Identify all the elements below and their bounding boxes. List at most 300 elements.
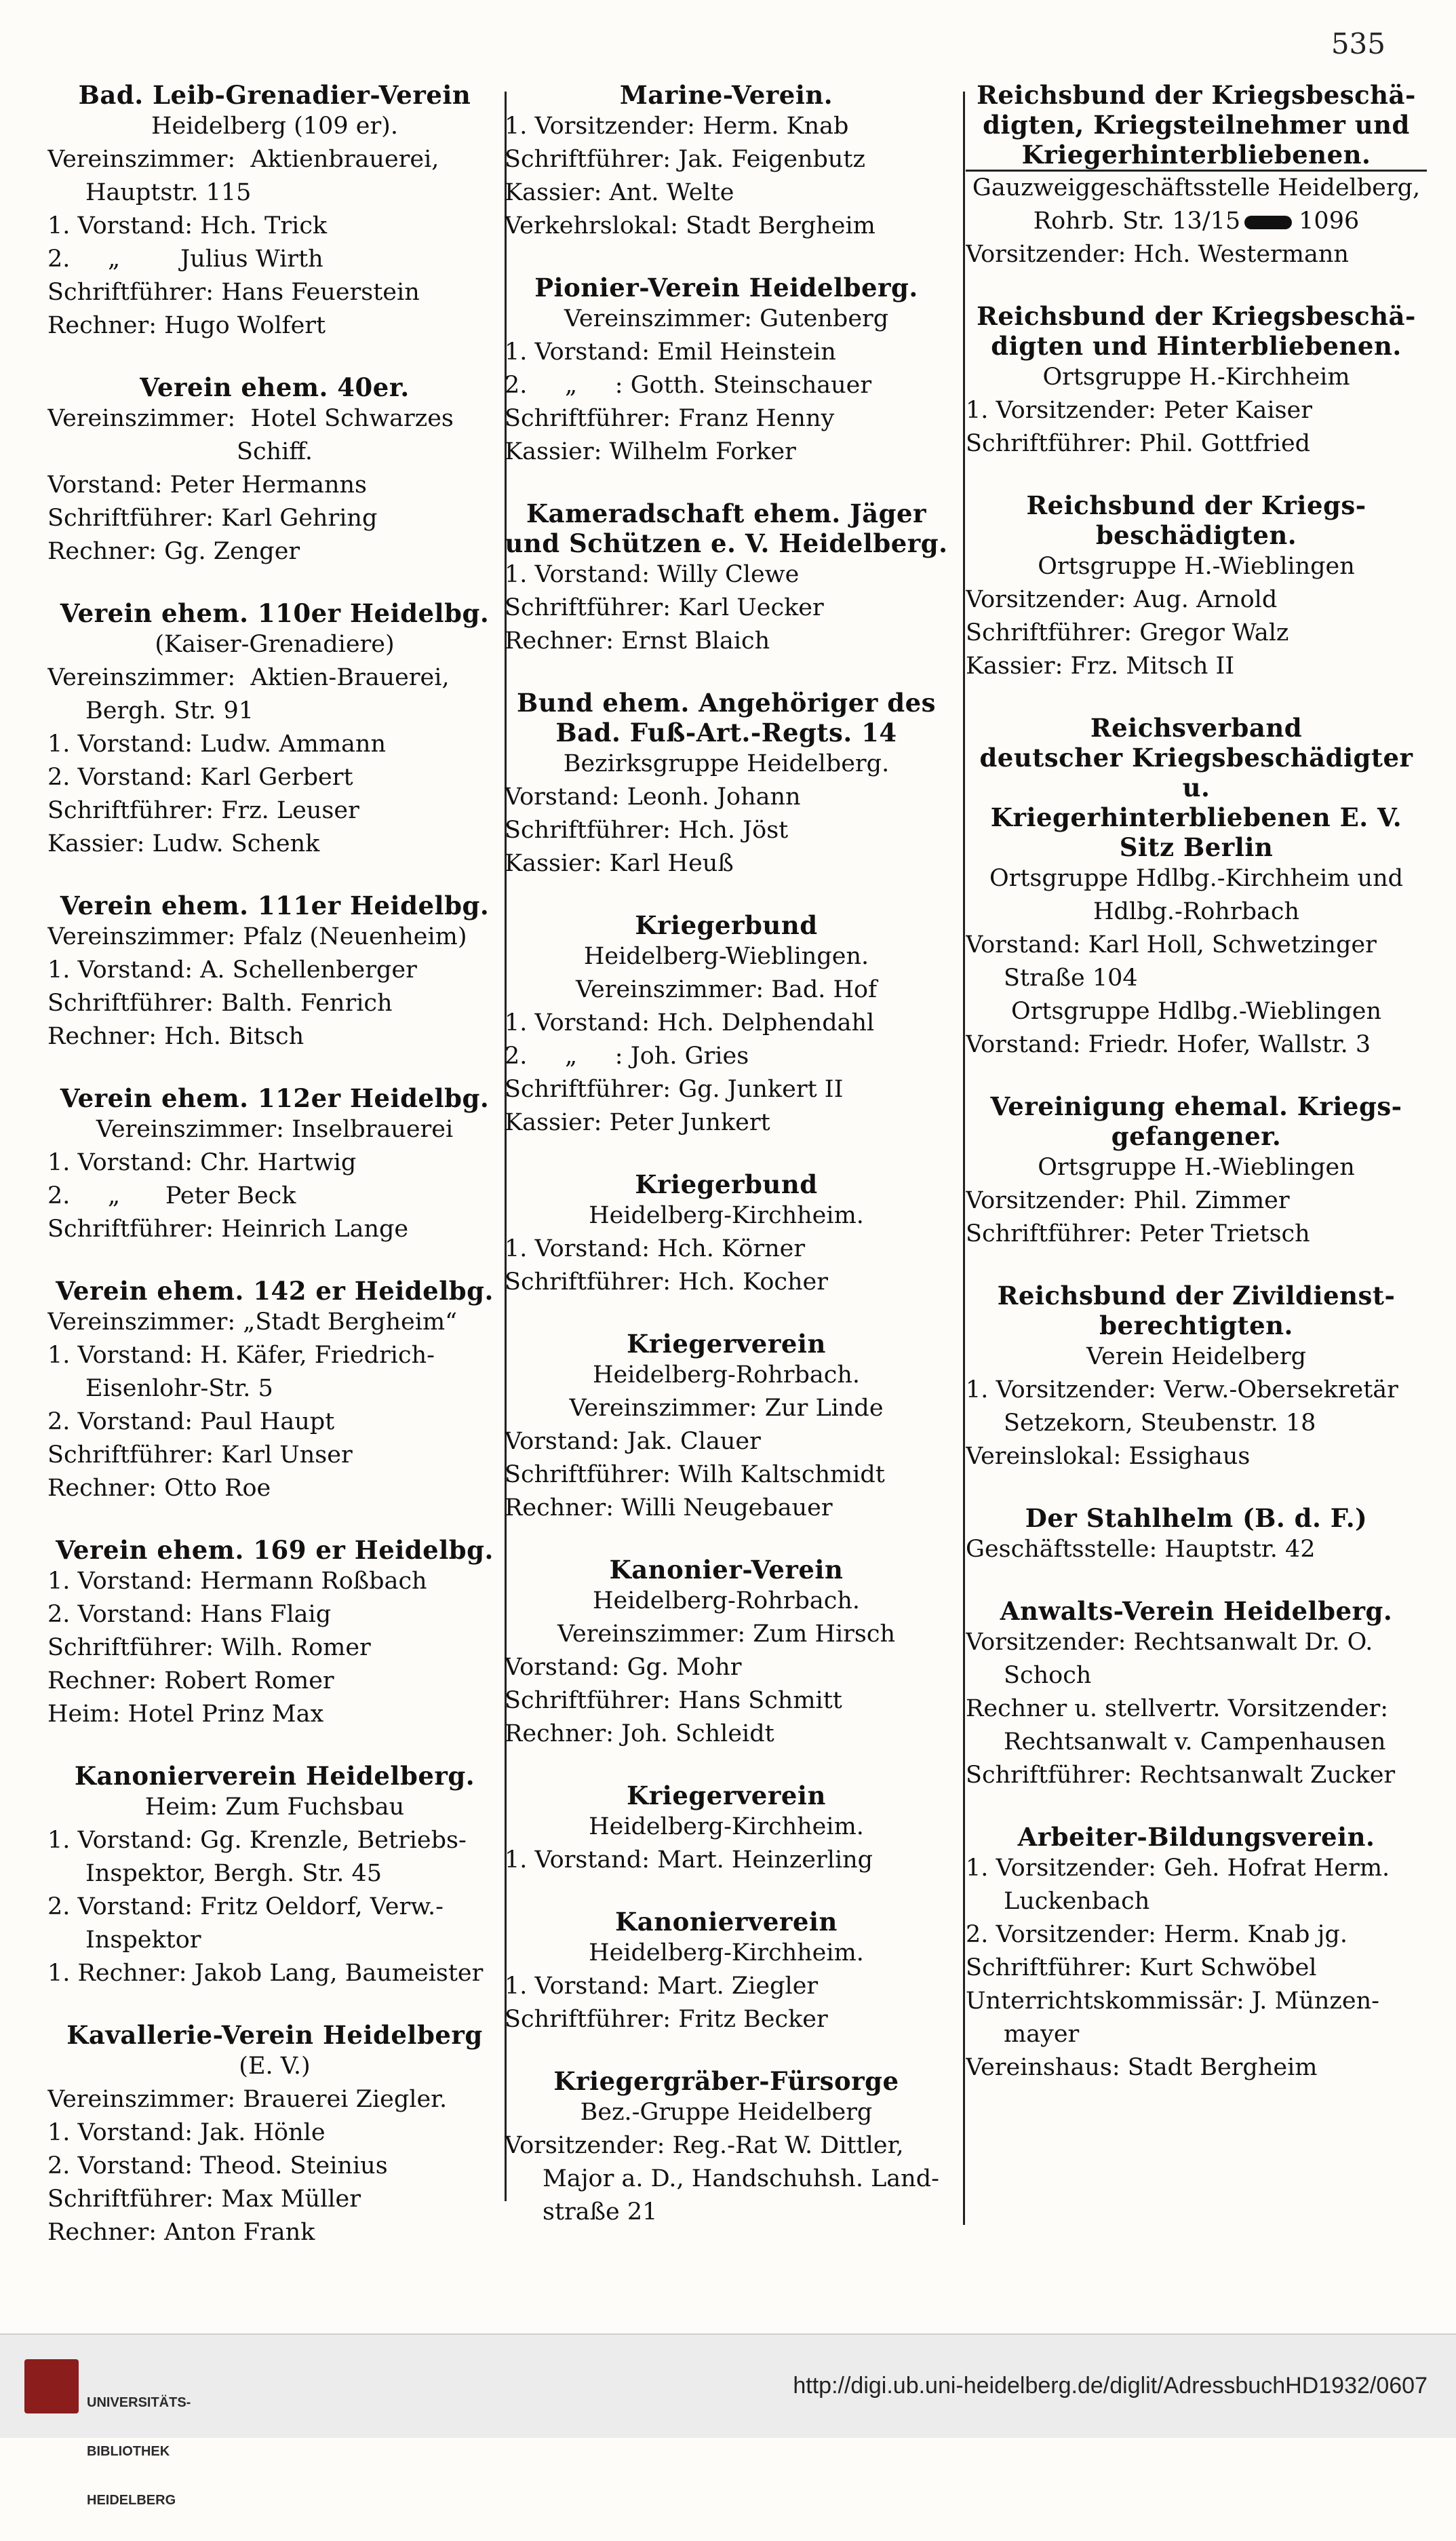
entry-line-text: Major a. D., Handschuhsh. Land- — [543, 2165, 939, 2192]
entry-line-text: Heidelberg-Rohrbach. — [592, 1587, 861, 1614]
entry-line — [47, 661, 502, 695]
directory-entry — [505, 1907, 948, 2036]
entry-line — [505, 847, 948, 880]
entry-line-text: 1. Vorstand: Hermann Roßbach — [47, 1568, 427, 1595]
entry-line-text: Rechner: Gg. Zenger — [47, 538, 300, 565]
entry-line-text: 2. „ : Gotth. Steinschauer — [505, 372, 872, 399]
entry-line — [966, 361, 1427, 394]
entry-title: Reichsbund der Kriegsbeschä- — [977, 301, 1416, 331]
entry-line — [47, 628, 502, 661]
entry-line-text: 1. Vorstand: Emil Heinstein — [505, 338, 836, 366]
entry-line — [966, 895, 1427, 929]
entry-line — [47, 794, 502, 828]
entry-line-text: Schriftführer: Gregor Walz — [966, 619, 1289, 646]
entry-line — [505, 1233, 948, 1266]
entry-line-text: Schriftführer: Kurt Schwöbel — [966, 1954, 1317, 1981]
entry-title: deutscher Kriegsbeschädigter u. — [979, 743, 1413, 802]
source-url-link[interactable]: http://digi.ub.uni-heidelberg.de/diglit/AdressbuchHD1932/0607 — [793, 2373, 1428, 2399]
entry-line — [47, 502, 502, 535]
entry-line-text: 1. Vorstand: Hch. Delphendahl — [505, 1009, 875, 1036]
entry-title: Kriegerverein — [627, 1329, 826, 1359]
entry-line-text: Schriftführer: Max Müller — [47, 2186, 361, 2213]
entry-line-text: 1. Vorsitzender: Herm. Knab — [505, 113, 849, 140]
entry-line — [47, 920, 502, 954]
entry-line — [966, 2051, 1427, 2084]
entry-line-text: 1. Vorstand: Gg. Krenzle, Betriebs- — [47, 1827, 467, 1854]
entry-line-text: Eisenlohr-Str. 5 — [85, 1375, 273, 1402]
entry-title: digten und Hinterbliebenen. — [991, 331, 1402, 361]
entry-line — [47, 210, 502, 243]
entry-line — [966, 1852, 1427, 1885]
entry-line-text: 1. Rechner: Jakob Lang, Baumeister — [47, 1960, 484, 1987]
entry-line — [505, 336, 948, 369]
entry-line — [47, 1598, 502, 1631]
entry-line — [505, 748, 948, 781]
entry-line-text: Unterrichtskommissär: J. Münzen- — [966, 1987, 1379, 2015]
entry-line-text: Vereinszimmer: Hotel Schwarzes — [47, 405, 454, 432]
entry-line — [966, 172, 1427, 205]
entry-line-text: Kassier: Wilhelm Forker — [505, 438, 796, 465]
entry-line — [505, 1073, 948, 1106]
entry-title: Pionier-Verein Heidelberg. — [534, 273, 918, 303]
entry-line-text: 2. Vorsitzender: Herm. Knab jg. — [966, 1921, 1347, 1948]
entry-line-text: Schriftführer: Hans Schmitt — [505, 1687, 842, 1714]
entry-title: Kriegerhinterbliebenen. — [966, 140, 1427, 172]
entry-line — [966, 205, 1427, 238]
entry-line — [47, 1472, 502, 1505]
entry-line-text: mayer — [1004, 2021, 1080, 2048]
entry-line — [966, 550, 1427, 583]
entry-line-text: 1. Vorstand: Hch. Körner — [505, 1235, 806, 1262]
entry-line-text: Ortsgruppe Hdlbg.-Kirchheim und — [989, 865, 1404, 892]
entry-line — [505, 402, 948, 435]
directory-entry — [47, 2020, 502, 2249]
entry-line — [966, 1218, 1427, 1251]
entry-line-text: Setzekorn, Steubenstr. 18 — [1004, 1410, 1316, 1437]
entry-line-text: Kassier: Peter Junkert — [505, 1109, 770, 1136]
entry-line-text: 1. Vorsitzender: Peter Kaiser — [966, 397, 1313, 424]
entry-title: Kriegerbund — [635, 1169, 818, 1199]
entry-title: Sitz Berlin — [1119, 832, 1274, 862]
entry-line-text: 1. Vorstand: Chr. Hartwig — [47, 1149, 357, 1176]
entry-line — [47, 1306, 502, 1339]
entry-line — [505, 940, 948, 973]
entry-title: Bad. Fuß-Art.-Regts. 14 — [555, 718, 897, 748]
directory-entry — [47, 372, 502, 568]
entry-line — [505, 176, 948, 210]
entry-line-text: Schriftführer: Karl Uecker — [505, 594, 824, 621]
column-left — [47, 80, 502, 2279]
page-number: 535 — [1331, 27, 1385, 60]
entry-line-text: Vereinszimmer: Brauerei Ziegler. — [47, 2086, 448, 2113]
entry-line — [505, 110, 948, 143]
directory-entry — [966, 1822, 1427, 2084]
entry-line-text: Rechner: Joh. Schleidt — [505, 1720, 774, 1747]
entry-line — [47, 435, 502, 469]
entry-line — [505, 625, 948, 658]
entry-line-text: Rechtsanwalt v. Campenhausen — [1004, 1728, 1386, 1756]
entry-line-text: Vorstand: Friedr. Hofer, Wallstr. 3 — [966, 1031, 1371, 1058]
entry-line-text: Schriftführer: Karl Unser — [47, 1441, 353, 1469]
entry-line-text: Geschäftsstelle: Hauptstr. 42 — [966, 1536, 1316, 1563]
entry-line — [505, 973, 948, 1007]
entry-line-text: Vorstand: Karl Holl, Schwetzinger — [966, 931, 1377, 958]
entry-line — [966, 238, 1427, 271]
entry-title: Reichsbund der Kriegsbeschä- — [977, 80, 1416, 110]
entry-line — [966, 1028, 1427, 1062]
entry-line — [47, 2216, 502, 2249]
entry-line — [47, 1146, 502, 1180]
entry-line — [505, 781, 948, 814]
directory-entry — [505, 273, 948, 469]
entry-title: Bad. Leib-Grenadier-Verein — [78, 80, 471, 110]
directory-entry — [505, 1781, 948, 1877]
entry-line — [966, 1952, 1427, 1985]
entry-line-text: 1. Vorsitzender: Geh. Hofrat Herm. — [966, 1855, 1390, 1882]
entry-title: Reichsbund der Zivildienst- — [997, 1281, 1396, 1311]
entry-line-text: Schriftführer: Rechtsanwalt Zucker — [966, 1762, 1396, 1789]
entry-line-text: 2. Vorstand: Hans Flaig — [47, 1601, 332, 1628]
entry-line-text: 1. Vorsitzender: Verw.-Obersekretär — [966, 1376, 1398, 1403]
entry-line-text: Ortsgruppe Hdlbg.-Wieblingen — [1010, 998, 1381, 1025]
entry-line — [966, 995, 1427, 1028]
entry-line — [505, 1585, 948, 1618]
entry-line — [966, 583, 1427, 617]
entry-line-text: Rechner: Hch. Bitsch — [47, 1023, 304, 1050]
entry-line-text: straße 21 — [543, 2198, 658, 2226]
entry-line — [505, 2162, 948, 2196]
footer-bar — [0, 2333, 1456, 2508]
entry-line — [966, 1626, 1427, 1659]
entry-line-text: 2. Vorstand: Fritz Oeldorf, Verw.- — [47, 1893, 444, 1920]
entry-line-text: Kassier: Frz. Mitsch II — [966, 653, 1235, 680]
entry-line-text: Kassier: Ant. Welte — [505, 179, 734, 206]
entry-line — [47, 1339, 502, 1372]
entry-line — [505, 2003, 948, 2036]
entry-line — [47, 2183, 502, 2216]
entry-title: Kriegerbund — [635, 910, 818, 940]
entry-line-text: 2. Vorstand: Theod. Steinius — [47, 2152, 388, 2179]
entry-title: Verein ehem. 142 er Heidelbg. — [56, 1276, 494, 1306]
entry-line — [47, 309, 502, 343]
entry-line-text: Vorsitzender: Aug. Arnold — [966, 586, 1278, 613]
entry-line-text: Schriftführer: Phil. Gottfried — [966, 430, 1311, 457]
entry-line — [47, 828, 502, 861]
directory-entry — [505, 1329, 948, 1525]
entry-line — [47, 1439, 502, 1472]
directory-entry — [966, 301, 1427, 461]
directory-entry — [47, 891, 502, 1053]
entry-line — [47, 1665, 502, 1698]
entry-line-text: 2. Vorstand: Paul Haupt — [47, 1408, 335, 1435]
telephone-icon — [1244, 216, 1292, 229]
entry-line — [966, 1340, 1427, 1374]
entry-line-text: 1. Vorstand: Willy Clewe — [505, 561, 800, 588]
entry-line-text: Vereinszimmer: Pfalz (Neuenheim) — [47, 923, 467, 950]
entry-title: Vereinigung ehemal. Kriegs- — [990, 1091, 1402, 1121]
entry-line — [47, 2083, 502, 2116]
directory-entry — [47, 598, 502, 861]
entry-line-text: Vorstand: Gg. Mohr — [505, 1654, 742, 1681]
directory-entry — [966, 713, 1427, 1062]
entry-line-text: 1. Vorstand: Mart. Ziegler — [505, 1973, 819, 2000]
entry-line — [966, 617, 1427, 650]
entry-line — [505, 303, 948, 336]
entry-line — [505, 435, 948, 469]
entry-title: Kanonier-Verein — [609, 1555, 844, 1585]
entry-title: Kanonierverein Heidelberg. — [74, 1761, 475, 1791]
entry-line-text: 2. „ Peter Beck — [47, 1182, 296, 1209]
entry-title: gefangener. — [1111, 1121, 1282, 1151]
entry-line — [966, 1533, 1427, 1566]
directory-entry — [966, 490, 1427, 683]
entry-line — [47, 1180, 502, 1213]
entry-line-text: Schriftführer: Heinrich Lange — [47, 1216, 409, 1243]
entry-title: Kavallerie-Verein Heidelberg — [66, 2020, 483, 2050]
entry-line — [505, 1492, 948, 1525]
entry-line — [47, 1113, 502, 1146]
entry-title: Kameradschaft ehem. Jäger — [526, 499, 927, 528]
entry-line — [966, 1659, 1427, 1692]
entry-line-text: (E. V.) — [239, 2053, 311, 2080]
entry-line — [505, 1425, 948, 1458]
entry-line-text: Heidelberg-Kirchheim. — [589, 1939, 864, 1966]
entry-line-text: Rechner u. stellvertr. Vorsitzender: — [966, 1695, 1389, 1722]
entry-line-text: Ortsgruppe H.-Wieblingen — [1038, 1154, 1355, 1181]
entry-title: beschädigten. — [1095, 520, 1297, 550]
entry-line-text: Rechner: Willi Neugebauer — [505, 1494, 833, 1521]
directory-entry — [966, 1503, 1427, 1566]
entry-line-text: Schriftführer: Peter Trietsch — [966, 1220, 1310, 1247]
entry-line — [47, 1890, 502, 1924]
entry-title: und Schützen e. V. Heidelberg. — [505, 528, 948, 558]
entry-line — [47, 1791, 502, 1824]
entry-line-text: Verkehrslokal: Stadt Bergheim — [505, 212, 875, 239]
column-middle — [505, 80, 948, 2259]
entry-line-text: Schriftführer: Karl Gehring — [47, 505, 378, 532]
entry-line-text: Rechner: Hugo Wolfert — [47, 312, 326, 339]
entry-line-text: (Kaiser-Grenadiere) — [155, 631, 395, 658]
entry-title: digten, Kriegsteilnehmer und — [983, 110, 1410, 140]
entry-line — [47, 2150, 502, 2183]
entry-line — [47, 1824, 502, 1857]
entry-line-text: Gauzweiggeschäftsstelle Heidelberg, — [972, 174, 1421, 201]
entry-line-text: Vorstand: Jak. Clauer — [505, 1428, 761, 1455]
entry-line — [47, 276, 502, 309]
entry-title: Marine-Verein. — [619, 80, 833, 110]
entry-line-text: Heim: Zum Fuchsbau — [144, 1793, 405, 1821]
directory-entry — [505, 80, 948, 243]
entry-title: Reichsbund der Kriegs- — [1026, 490, 1366, 520]
directory-entry — [505, 1555, 948, 1751]
entry-line-text: 1. Vorstand: Ludw. Ammann — [47, 731, 386, 758]
entry-line-text: Vereinszimmer: Zum Hirsch — [557, 1621, 895, 1648]
entry-line — [47, 2116, 502, 2150]
entry-line-text: Schriftführer: Wilh. Romer — [47, 1634, 371, 1661]
entry-line — [505, 1810, 948, 1844]
directory-entry — [505, 688, 948, 880]
entry-line-text: Verein Heidelberg — [1086, 1343, 1307, 1370]
library-logo-icon — [24, 2359, 79, 2413]
entry-line-text: Rechner: Anton Frank — [47, 2219, 315, 2246]
entry-line-text: Heidelberg-Wieblingen. — [583, 943, 869, 970]
entry-line-text: Vorsitzender: Rechtsanwalt Dr. O. — [966, 1629, 1373, 1656]
entry-line — [47, 1957, 502, 1990]
entry-line — [505, 2129, 948, 2162]
directory-entry — [47, 1535, 502, 1731]
entry-line — [966, 427, 1427, 461]
entry-line-text: Vorstand: Peter Hermanns — [47, 471, 368, 499]
entry-title: Kanonierverein — [615, 1907, 838, 1937]
entry-line-text: Rechner: Otto Roe — [47, 1475, 271, 1502]
entry-line-text: Bergh. Str. 91 — [85, 697, 254, 724]
entry-line-text: 1. Vorstand: Mart. Heinzerling — [505, 1846, 873, 1874]
directory-entry — [47, 80, 502, 343]
column-rule-right — [963, 92, 965, 2225]
entry-title: Reichsverband — [1090, 713, 1303, 743]
entry-title: Arbeiter-Bildungsverein. — [1017, 1822, 1375, 1852]
directory-entry — [505, 499, 948, 658]
entry-line — [966, 1726, 1427, 1759]
entry-line — [505, 814, 948, 847]
entry-line-text: Schriftführer: Gg. Junkert II — [505, 1076, 844, 1103]
entry-line — [966, 929, 1427, 962]
entry-line-text: Vereinszimmer: „Stadt Bergheim“ — [47, 1308, 458, 1336]
entry-line — [966, 1885, 1427, 1918]
library-logo-text: UNIVERSITÄTS- BIBLIOTHEK HEIDELBERG — [87, 2395, 191, 2508]
column-right — [966, 80, 1427, 2114]
entry-line — [47, 1631, 502, 1665]
entry-line-text: Kassier: Ludw. Schenk — [47, 830, 320, 857]
entry-line — [505, 1970, 948, 2003]
entry-line-text: Vereinszimmer: Bad. Hof — [575, 976, 878, 1003]
entry-title: Verein ehem. 40er. — [140, 372, 410, 402]
entry-line-text: Schriftführer: Frz. Leuser — [47, 797, 359, 824]
entry-line — [966, 1692, 1427, 1726]
entry-line — [505, 1392, 948, 1425]
entry-line-text: Rechner: Ernst Blaich — [505, 627, 770, 655]
entry-line — [47, 402, 502, 435]
entry-line — [505, 591, 948, 625]
directory-entry — [966, 1091, 1427, 1251]
directory-entry — [966, 1281, 1427, 1473]
entry-line — [505, 1937, 948, 1970]
entry-line — [505, 1458, 948, 1492]
entry-line-text: Vorsitzender: Reg.-Rat W. Dittler, — [505, 2132, 904, 2159]
entry-line-text: Inspektor — [85, 1926, 201, 1954]
entry-line-text: Schriftführer: Hch. Kocher — [505, 1268, 828, 1296]
entry-title: Kriegerverein — [627, 1781, 826, 1810]
entry-line — [966, 962, 1427, 995]
entry-line — [47, 1698, 502, 1731]
entry-line-text: 2. „ : Joh. Gries — [505, 1043, 749, 1070]
entry-line — [505, 2096, 948, 2129]
entry-line-text: Vorstand: Leonh. Johann — [505, 783, 801, 811]
entry-line — [47, 987, 502, 1020]
entry-line-text: 2. Vorstand: Karl Gerbert — [47, 764, 353, 791]
entry-line-text: Schriftführer: Balth. Fenrich — [47, 990, 393, 1017]
entry-line — [47, 243, 502, 276]
entry-line — [505, 1266, 948, 1299]
entry-line-text: Schriftführer: Jak. Feigenbutz — [505, 146, 865, 173]
entry-line-text: Vorsitzender: Phil. Zimmer — [966, 1187, 1290, 1214]
entry-line-text: Schriftführer: Fritz Becker — [505, 2006, 828, 2033]
entry-line — [505, 1199, 948, 1233]
entry-line — [505, 1007, 948, 1040]
entry-line — [47, 535, 502, 568]
entry-line-text: 1. Vorstand: A. Schellenberger — [47, 956, 417, 984]
entry-line-text: Hauptstr. 115 — [85, 179, 252, 206]
entry-line-text: Hdlbg.-Rohrbach — [1093, 898, 1299, 925]
entry-line-text: Heidelberg (109 er). — [151, 113, 398, 140]
entry-line — [966, 1407, 1427, 1440]
entry-line — [47, 110, 502, 143]
entry-line — [47, 1565, 502, 1598]
entry-line-text: Schriftführer: Hans Feuerstein — [47, 279, 420, 306]
entry-line — [966, 650, 1427, 683]
entry-line — [966, 862, 1427, 895]
directory-entry — [505, 1169, 948, 1299]
entry-line — [505, 1718, 948, 1751]
entry-line — [505, 210, 948, 243]
entry-title: Anwalts-Verein Heidelberg. — [1000, 1596, 1393, 1626]
entry-line — [505, 1040, 948, 1073]
entry-line — [505, 558, 948, 591]
entry-line — [505, 2196, 948, 2229]
entry-line-text: Schriftführer: Hch. Jöst — [505, 817, 789, 844]
entry-line — [47, 1372, 502, 1405]
entry-line-text: Inspektor, Bergh. Str. 45 — [85, 1860, 382, 1887]
entry-line — [47, 954, 502, 987]
entry-line — [47, 695, 502, 728]
entry-line — [505, 143, 948, 176]
entry-line — [47, 469, 502, 502]
entry-line — [505, 1359, 948, 1392]
entry-line — [47, 176, 502, 210]
entry-line-text: Ortsgruppe H.-Kirchheim — [1042, 364, 1350, 391]
entry-line — [47, 143, 502, 176]
entry-line — [966, 1985, 1427, 2018]
entry-title: Bund ehem. Angehöriger des — [517, 688, 936, 718]
entry-line — [505, 1106, 948, 1140]
entry-line-text: 1. Vorstand: Hch. Trick — [47, 212, 328, 239]
entry-title: Kriegergräber-Fürsorge — [553, 2066, 899, 2096]
entry-line-text: Heidelberg-Kirchheim. — [589, 1813, 864, 1840]
entry-line-text: Heidelberg-Rohrbach. — [592, 1361, 861, 1389]
entry-line-text: Rechner: Robert Romer — [47, 1667, 334, 1694]
entry-line — [505, 1684, 948, 1718]
entry-line — [505, 369, 948, 402]
directory-entry — [966, 1596, 1427, 1792]
entry-line-text: Vereinszimmer: Aktien-Brauerei, — [47, 664, 450, 691]
entry-title: Verein ehem. 169 er Heidelbg. — [56, 1535, 494, 1565]
entry-line-text: Vorsitzender: Hch. Westermann — [966, 241, 1349, 268]
entry-line-text: Schoch — [1004, 1662, 1092, 1689]
entry-line-text: Luckenbach — [1004, 1888, 1150, 1915]
directory-entry — [505, 910, 948, 1140]
entry-line — [505, 1618, 948, 1651]
directory-entry — [47, 1761, 502, 1990]
entry-line-text: Bez.-Gruppe Heidelberg — [580, 2099, 873, 2126]
entry-line — [47, 1020, 502, 1053]
entry-line-text: Schiff. — [236, 438, 313, 465]
entry-line — [966, 1918, 1427, 1952]
entry-line — [966, 1151, 1427, 1184]
entry-line — [47, 2050, 502, 2083]
directory-entry — [47, 1276, 502, 1505]
entry-line — [966, 1184, 1427, 1218]
entry-line-text: Straße 104 — [1004, 965, 1138, 992]
